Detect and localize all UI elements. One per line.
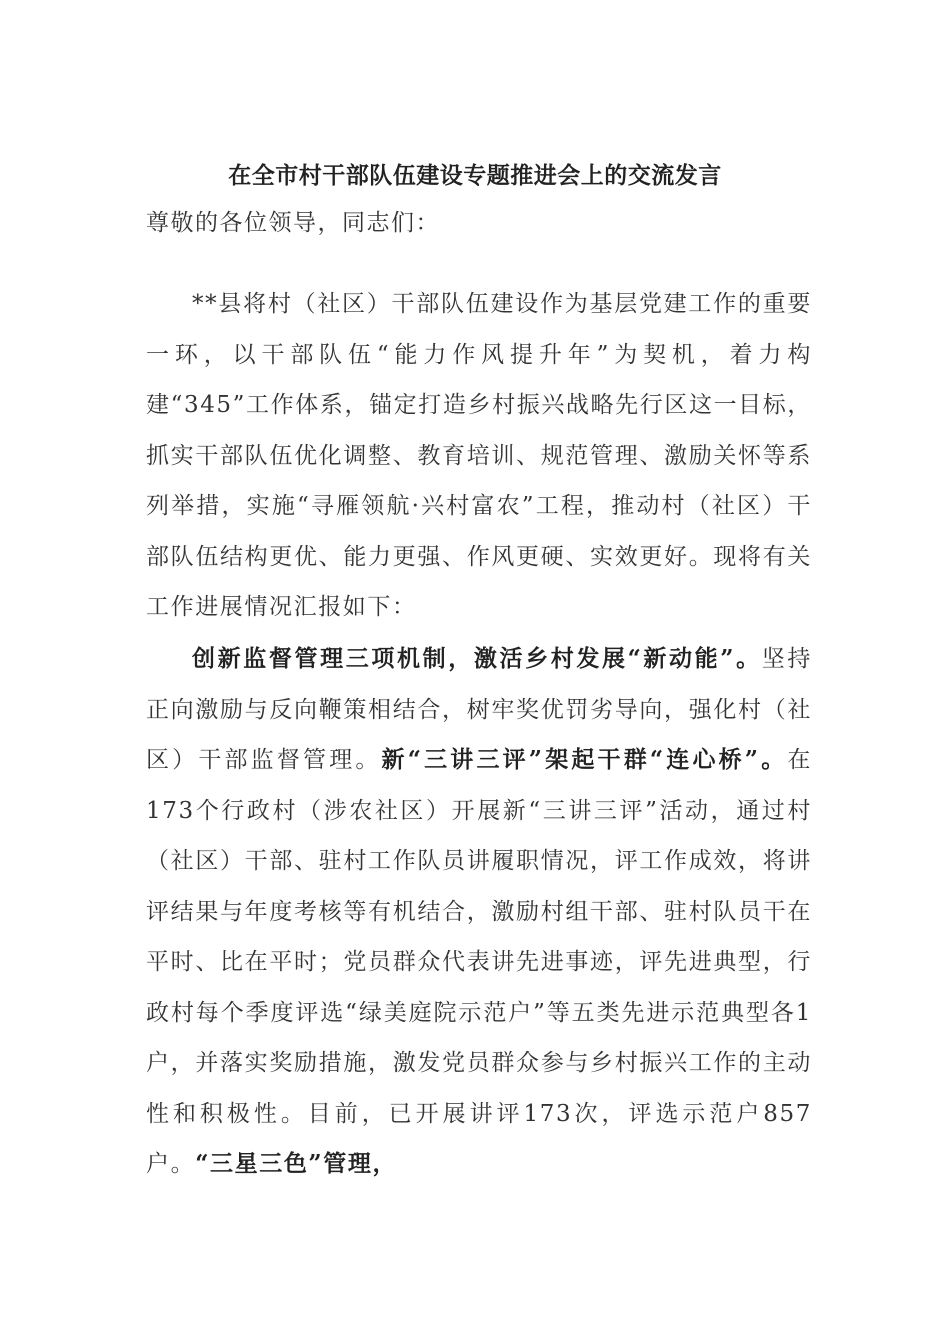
section-text-1: 坚持正向激励与反向鞭策相结合，树牢奖优罚劣导向，强化村（社区）干部监督管理。 xyxy=(146,646,813,773)
subheading-three-talks: 新“三讲三评”架起干群“连心桥”。 xyxy=(381,746,788,773)
salutation: 尊敬的各位领导，同志们： xyxy=(146,210,440,236)
section-text-2: 在173个行政村（涉农社区）开展新“三讲三评”活动，通过村（社区）干部、驻村工作队员讲履职情况，评工作成效，将讲评结果与年度考核等有机结合，激励村组干部、驻村队员干在平时、比在平时；党员群众代表讲先进事迹，评先进典型，行政村每个季度评选“绿美庭院示范户”等五类先进示范典型各1户，并落实奖励措施，激发党员群众参与乡村振兴工作的主动性和积极性。目前，已开展讲评173次，评选示范户857户。 xyxy=(146,747,812,1177)
section-paragraph xyxy=(146,634,812,1190)
intro-paragraph-text: **县将村（社区）干部队伍建设作为基层党建工作的重要一环，以干部队伍“能力作风提升年”为契机，着力构建“345”工作体系，锚定打造乡村振兴战略先行区这一目标，抓实干部队伍优化调整、教育培训、规范管理、激励关怀等系列举措，实施“寻雁领航·兴村富农”工程，推动村（社区）干部队伍结构更优、能力更强、作风更硬、实效更好。现将有关工作进展情况汇报如下： xyxy=(146,291,812,620)
intro-paragraph xyxy=(146,279,812,633)
subheading-three-stars: “三星三色”管理， xyxy=(195,1150,398,1177)
section-heading: 创新监督管理三项机制，激活乡村发展“新动能”。 xyxy=(192,645,762,672)
document-title: 在全市村干部队伍建设专题推进会上的交流发言 xyxy=(228,162,722,189)
